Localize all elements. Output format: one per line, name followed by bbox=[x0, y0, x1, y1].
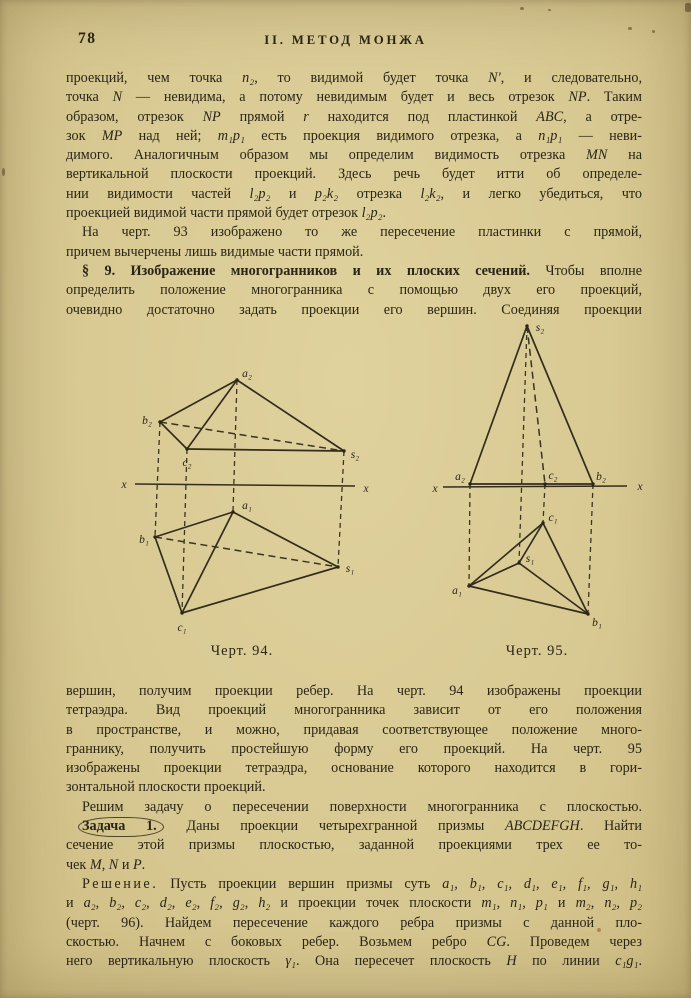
text-line bbox=[66, 875, 642, 894]
text-segment: отрезка bbox=[338, 185, 421, 202]
point-label: x bbox=[637, 481, 643, 493]
ink-speck bbox=[520, 7, 524, 10]
text-line bbox=[66, 836, 642, 855]
vertex-dot bbox=[342, 449, 345, 452]
text-segment: l₂p₂ bbox=[249, 185, 271, 202]
text-segment: скостью. Начнем с боковых ребер. Возьмем ребро bbox=[66, 933, 487, 950]
figure-caption: Черт. 95. bbox=[505, 643, 569, 659]
text-segment: MP bbox=[101, 127, 123, 144]
text-segment: H bbox=[506, 953, 517, 970]
text-segment: m₂, n₂, p₂ bbox=[575, 895, 643, 912]
ink-speck bbox=[685, 3, 691, 12]
ink-speck bbox=[597, 928, 601, 932]
visible-edge bbox=[182, 512, 233, 613]
text-segment: § 9. Изображение многогранников и их плоских сечений. bbox=[82, 262, 530, 279]
vertex-dot bbox=[235, 378, 238, 381]
text-segment: изображены проекции тетраэдра, основание которого находится в гори- bbox=[66, 760, 642, 777]
point-label: b₁ bbox=[592, 617, 602, 629]
visible-edge bbox=[160, 422, 187, 449]
text-line bbox=[66, 223, 642, 242]
text-segment: димого. Аналогичным образом мы определим видимость отрезка bbox=[66, 147, 587, 164]
point-label: b₂ bbox=[142, 415, 152, 427]
text-line bbox=[66, 701, 642, 720]
text-segment: Решение. bbox=[82, 875, 159, 892]
text-segment: ABCDEFGH bbox=[504, 818, 580, 835]
visible-edge bbox=[155, 537, 182, 613]
point-label: x bbox=[432, 483, 438, 495]
point-label: s₁ bbox=[345, 563, 355, 575]
text-segment: p₂k₂ bbox=[314, 185, 339, 202]
visible-edge bbox=[187, 380, 237, 449]
point-label: a₁ bbox=[242, 500, 252, 512]
visible-edge bbox=[187, 449, 344, 451]
text-segment: На черт. 93 изображено то же пересечение пластинки с прямой, bbox=[82, 224, 642, 241]
figure-caption: Черт. 94. bbox=[210, 643, 274, 659]
text-segment: CG bbox=[486, 933, 507, 950]
point-label: s₁ bbox=[525, 553, 535, 565]
point-label: c₁ bbox=[548, 512, 558, 524]
text-segment: и bbox=[118, 856, 133, 873]
point-label: c₂ bbox=[548, 470, 558, 482]
text-line bbox=[66, 952, 642, 971]
vertex-dot bbox=[468, 482, 471, 485]
text-line bbox=[66, 759, 642, 778]
text-line bbox=[66, 108, 642, 127]
text-segment: граннику, получить простейшую форму его проекций. На черт. 95 bbox=[66, 740, 642, 757]
text-segment: . bbox=[638, 953, 642, 970]
text-segment: вершин, получим проекции ребер. На черт. 94 изображены проекции bbox=[66, 683, 642, 699]
text-line bbox=[66, 856, 642, 875]
vertex-dot bbox=[543, 482, 546, 485]
text-line bbox=[66, 817, 642, 836]
hidden-edge bbox=[160, 422, 344, 451]
text-segment: . bbox=[141, 856, 146, 873]
text-segment: γ₁ bbox=[285, 953, 296, 970]
text-segment: сечение этой призмы плоскостью, заданной проекциями трех ее то- bbox=[66, 837, 642, 854]
text-segment: Пусть проекции вершин призмы суть bbox=[158, 875, 443, 892]
text-segment: прямой bbox=[220, 108, 304, 125]
visible-edge bbox=[519, 563, 588, 614]
text-segment: ABC bbox=[536, 108, 564, 125]
visible-edge bbox=[233, 512, 338, 567]
point-label: a₂ bbox=[455, 471, 465, 483]
text-line bbox=[66, 243, 642, 262]
text-segment: в пространстве, и можно, придавая соответствующее положение много- bbox=[66, 721, 642, 738]
text-line bbox=[66, 740, 642, 759]
text-segment: . Проведем через bbox=[506, 933, 642, 950]
text-segment: , то видимой будет точка bbox=[254, 70, 489, 86]
text-segment: Даны проекции четырехгранной призмы bbox=[165, 818, 505, 835]
text-segment: l₂k₂ bbox=[420, 185, 441, 202]
text-segment: . bbox=[382, 205, 387, 222]
projector-line bbox=[469, 484, 470, 586]
text-segment: m₁p₁ bbox=[217, 127, 245, 144]
visible-edge bbox=[182, 567, 338, 613]
text-segment: a₁, b₁, c₁, d₁, e₁, f₁, g₁, h₁ bbox=[442, 875, 642, 892]
text-segment: , и следовательно, bbox=[500, 70, 642, 86]
text-segment: N′ bbox=[488, 70, 501, 86]
text-line bbox=[66, 894, 642, 913]
text-segment: вертикальной плоскости проекций. Здесь речь будет итти об определе- bbox=[66, 166, 642, 183]
point-label: c₂ bbox=[182, 457, 192, 469]
text-segment: N bbox=[108, 856, 119, 873]
text-segment: и bbox=[270, 185, 315, 202]
x-axis bbox=[135, 484, 355, 486]
ink-speck bbox=[548, 9, 551, 11]
projector-line bbox=[543, 484, 545, 523]
projector-line bbox=[338, 451, 344, 567]
text-segment: NP bbox=[568, 89, 587, 106]
text-segment: , а отре- bbox=[563, 108, 642, 125]
text-segment: и bbox=[547, 895, 576, 912]
hidden-edge bbox=[527, 326, 545, 484]
point-label: s₂ bbox=[350, 449, 360, 461]
text-segment: . Она пересечет плоскость bbox=[296, 953, 507, 970]
vertex-dot bbox=[336, 565, 339, 568]
visible-edge bbox=[160, 380, 237, 422]
text-segment: (черт. 96). Найдем пересечение каждого ребра призмы с данной пло- bbox=[66, 914, 642, 931]
text-segment: него вертикальную плоскость bbox=[66, 953, 286, 970]
circled-annotation: Задача 1. bbox=[78, 817, 164, 837]
text-segment: находится под пластинкой bbox=[308, 108, 537, 125]
text-segment: a₂, b₂, c₂, d₂, e₂, f₂, g₂, h₂ bbox=[83, 895, 271, 912]
text-line bbox=[66, 69, 642, 88]
text-segment: N bbox=[112, 89, 123, 106]
vertex-dot bbox=[467, 584, 470, 587]
hidden-edge bbox=[155, 537, 338, 567]
text-segment: проекцией видимой части прямой будет отрезок bbox=[66, 205, 362, 222]
text-line bbox=[66, 185, 642, 204]
projector-line bbox=[182, 449, 187, 613]
vertex-dot bbox=[525, 324, 528, 327]
text-segment: зок bbox=[66, 127, 102, 144]
visible-edge bbox=[155, 512, 233, 537]
text-line bbox=[66, 127, 642, 146]
text-segment: m₁, n₁, p₁ bbox=[481, 895, 548, 912]
text-segment: тетраэдра. Вид проекций многогранника зависит от его положения bbox=[66, 702, 642, 719]
vertex-dot bbox=[517, 561, 520, 564]
text-segment: M bbox=[89, 856, 102, 873]
figure-94 bbox=[120, 368, 369, 659]
text-segment: , и легко убедиться, что bbox=[440, 185, 643, 202]
point-label: a₁ bbox=[452, 585, 462, 597]
text-segment: — неви- bbox=[562, 127, 642, 144]
visible-edge bbox=[469, 586, 588, 614]
visible-edge bbox=[543, 523, 588, 614]
point-label: x bbox=[121, 479, 127, 491]
text-segment: Решим задачу о пересечении поверхности многогранника с плоскостью. bbox=[82, 798, 642, 815]
ink-speck bbox=[652, 30, 655, 33]
text-segment: зонтальной плоскости проекций. bbox=[66, 779, 266, 796]
text-segment: проекций, чем точка bbox=[66, 70, 243, 86]
text-line bbox=[66, 933, 642, 952]
text-segment: r bbox=[303, 108, 309, 125]
ink-speck bbox=[628, 27, 632, 30]
point-label: a₂ bbox=[242, 368, 252, 380]
text-segment: — невидима, а потому невидимым будет и весь отрезок bbox=[122, 89, 569, 106]
vertex-dot bbox=[158, 420, 161, 423]
point-label: c₁ bbox=[177, 622, 187, 634]
figure-95 bbox=[431, 322, 643, 659]
visible-edge bbox=[470, 326, 527, 484]
visible-edge bbox=[519, 523, 543, 563]
text-line bbox=[66, 262, 642, 281]
text-segment: нии видимости частей bbox=[66, 185, 250, 202]
point-label: s₂ bbox=[535, 322, 545, 334]
page-number: 78 bbox=[78, 30, 97, 47]
text-line bbox=[66, 778, 642, 797]
text-segment: l₂p₂ bbox=[361, 205, 383, 222]
text-segment: c₁g₁ bbox=[615, 953, 639, 970]
text-line bbox=[66, 281, 642, 300]
vertex-dot bbox=[541, 521, 544, 524]
text-line bbox=[66, 721, 642, 740]
text-line bbox=[66, 88, 642, 107]
visible-edge bbox=[469, 523, 543, 586]
vertex-dot bbox=[591, 482, 594, 485]
text-line bbox=[66, 301, 642, 320]
vertex-dot bbox=[231, 510, 234, 513]
text-segment: на bbox=[607, 147, 642, 164]
text-segment: , bbox=[101, 856, 109, 873]
text-segment: очевидно достаточно задать проекции его вершин. Соединяя проекции bbox=[66, 301, 642, 318]
vertex-dot bbox=[586, 612, 589, 615]
text-segment: P bbox=[132, 856, 142, 873]
text-line bbox=[66, 165, 642, 184]
visible-edge bbox=[527, 326, 593, 484]
projector-line bbox=[588, 484, 593, 614]
text-segment: по линии bbox=[516, 953, 616, 970]
vertex-dot bbox=[180, 611, 183, 614]
ink-speck bbox=[2, 168, 5, 176]
text-line bbox=[66, 914, 642, 933]
text-segment: образом, отрезок bbox=[66, 108, 203, 125]
point-label: b₂ bbox=[596, 471, 606, 483]
visible-edge bbox=[469, 563, 519, 586]
visible-edge bbox=[237, 380, 344, 451]
running-header: II. МЕТОД МОНЖА bbox=[264, 33, 427, 47]
text-segment: . Найти bbox=[579, 818, 642, 835]
vertex-dot bbox=[185, 447, 188, 450]
x-axis bbox=[443, 486, 627, 487]
point-label: x bbox=[363, 483, 369, 495]
text-segment: n₁p₁ bbox=[538, 127, 563, 144]
text-segment: Чтобы вполне bbox=[529, 262, 643, 279]
text-segment: определить положение многогранника с помощью двух его проекций, bbox=[66, 282, 642, 299]
point-label: b₁ bbox=[139, 534, 149, 546]
text-line bbox=[66, 146, 642, 165]
text-segment: NP bbox=[202, 108, 221, 125]
text-segment: и bbox=[66, 895, 84, 912]
text-segment: MN bbox=[586, 147, 608, 164]
text-segment: . Таким bbox=[586, 89, 642, 106]
text-segment: над ней; bbox=[122, 127, 218, 144]
text-segment: чек bbox=[66, 856, 90, 873]
text-segment: есть проекция видимого отрезка, а bbox=[244, 127, 539, 144]
text-line bbox=[66, 798, 642, 817]
text-block-2 bbox=[66, 682, 642, 971]
text-segment: причем вычерчены лишь видимые части прямой. bbox=[66, 243, 364, 260]
text-segment: и проекции точек плоскости bbox=[270, 895, 482, 912]
text-segment: n₂ bbox=[242, 70, 255, 86]
text-block-1 bbox=[66, 69, 642, 320]
projector-line bbox=[233, 380, 237, 512]
projector-line bbox=[519, 326, 527, 563]
projector-line bbox=[155, 422, 160, 537]
text-line bbox=[66, 204, 642, 223]
text-segment: точка bbox=[66, 89, 113, 106]
text-line bbox=[66, 682, 642, 701]
vertex-dot bbox=[153, 535, 156, 538]
